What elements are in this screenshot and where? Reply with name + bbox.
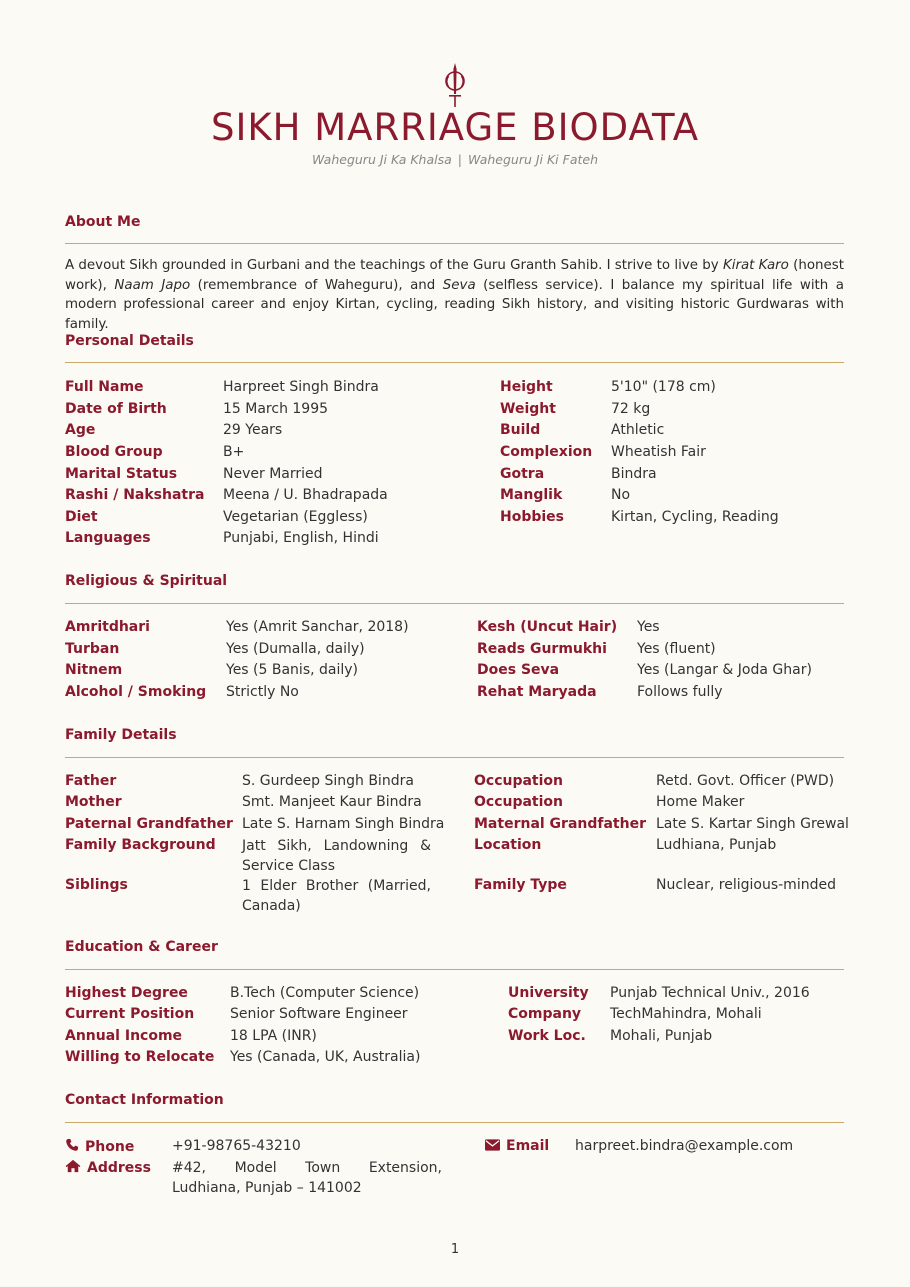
personal-value: Harpreet Singh Bindra [223, 379, 379, 395]
family-label: Father [65, 773, 117, 789]
religious-label: Rehat Maryada [477, 684, 597, 700]
khanda-icon [440, 60, 470, 108]
phone-icon [65, 1138, 79, 1152]
about-emphasis: Kirat Karo [722, 258, 789, 273]
religious-label: Turban [65, 641, 120, 657]
education-label: Company [508, 1006, 582, 1022]
address-value: #42, Model Town Extension, Ludhiana, Punjab – 141002 [172, 1160, 442, 1196]
religious-value: Follows fully [637, 684, 723, 700]
religious-value: Yes (Langar & Joda Ghar) [637, 662, 812, 678]
religious-label: Reads Gurmukhi [477, 641, 607, 657]
family-label: Occupation [474, 794, 564, 810]
education-label: Highest Degree [65, 985, 188, 1001]
personal-value: 5'10" (178 cm) [611, 379, 716, 395]
section-divider [65, 603, 844, 604]
personal-value: 72 kg [611, 401, 651, 417]
personal-value: Punjabi, English, Hindi [223, 530, 379, 546]
family-value: Nuclear, religious-minded [656, 877, 836, 893]
religious-value: Yes (fluent) [637, 641, 716, 657]
personal-label: Blood Group [65, 444, 163, 460]
section-title-religious: Religious & Spiritual [65, 573, 228, 589]
home-icon [65, 1159, 81, 1173]
personal-value: No [611, 487, 631, 503]
education-label: Willing to Relocate [65, 1049, 215, 1065]
family-label: Family Background [65, 837, 216, 853]
contact-address-label [65, 1159, 151, 1176]
education-label: Current Position [65, 1006, 195, 1022]
religious-value: Yes (Dumalla, daily) [226, 641, 365, 657]
personal-value: B+ [223, 444, 245, 460]
phone-label: Phone [85, 1139, 135, 1155]
education-value: TechMahindra, Mohali [610, 1006, 762, 1022]
religious-label: Nitnem [65, 662, 123, 678]
religious-label: Amritdhari [65, 619, 150, 635]
education-value: Punjab Technical Univ., 2016 [610, 985, 810, 1001]
family-label: Maternal Grandfather [474, 816, 646, 832]
personal-label: Height [500, 379, 553, 395]
personal-label: Manglik [500, 487, 563, 503]
religious-value: Yes (Amrit Sanchar, 2018) [226, 619, 409, 635]
about-emphasis: Seva [442, 277, 476, 293]
family-value: Late S. Kartar Singh Grewal [656, 816, 849, 832]
personal-value: Never Married [223, 466, 323, 482]
contact-email-label [485, 1138, 549, 1154]
about-text: A devout Sikh grounded in Gurbani and the teachings of the Guru Granth Sahib. I strive to live by [65, 258, 723, 273]
personal-value: Wheatish Fair [611, 444, 706, 460]
education-label: University [508, 985, 589, 1001]
family-value: Late S. Harnam Singh Bindra [242, 816, 445, 832]
personal-value: Bindra [611, 466, 657, 482]
email-value[interactable]: harpreet.bindra@example.com [575, 1138, 794, 1154]
personal-label: Diet [65, 509, 98, 525]
contact-phone-label [65, 1138, 134, 1155]
email-label: Email [506, 1138, 550, 1154]
education-label: Annual Income [65, 1028, 183, 1044]
family-value: S. Gurdeep Singh Bindra [242, 773, 414, 789]
personal-label: Full Name [65, 379, 144, 395]
section-title-personal: Personal Details [65, 333, 194, 349]
family-value: Smt. Manjeet Kaur Bindra [242, 794, 422, 810]
family-label: Family Type [474, 877, 567, 893]
about-text: (remembrance of Waheguru), and [190, 277, 443, 293]
page-number: 1 [450, 1242, 460, 1257]
personal-label: Gotra [500, 466, 545, 482]
section-divider [65, 1122, 844, 1123]
address-label: Address [87, 1160, 151, 1176]
personal-label: Weight [500, 401, 556, 417]
education-value: B.Tech (Computer Science) [230, 985, 420, 1001]
education-value: 18 LPA (INR) [230, 1028, 317, 1044]
religious-label: Does Seva [477, 662, 560, 678]
section-title-education: Education & Career [65, 939, 218, 955]
religious-value: Yes (5 Banis, daily) [226, 662, 359, 678]
about-paragraph [65, 256, 844, 334]
about-text: (honest work), [65, 258, 844, 293]
personal-value: Meena / U. Bhadrapada [223, 487, 388, 503]
personal-value: Vegetarian (Eggless) [223, 509, 368, 525]
personal-label: Complexion [500, 444, 593, 460]
section-title-family: Family Details [65, 727, 177, 743]
phone-value: +91-98765-43210 [172, 1138, 301, 1154]
section-divider [65, 969, 844, 970]
family-value: 1 Elder Brother (Married, Canada) [242, 878, 431, 914]
family-label: Siblings [65, 877, 128, 893]
personal-value: Kirtan, Cycling, Reading [611, 509, 779, 525]
family-value: Home Maker [656, 794, 745, 810]
family-value: Jatt Sikh, Landowning & Service Class [242, 838, 431, 874]
subtitle-greeting-1: Waheguru Ji Ka Khalsa [312, 152, 452, 167]
envelope-icon [485, 1139, 500, 1151]
personal-label: Age [65, 422, 96, 438]
education-label: Work Loc. [508, 1028, 586, 1044]
family-label: Location [474, 837, 542, 853]
family-label: Occupation [474, 773, 564, 789]
personal-label: Date of Birth [65, 401, 167, 417]
education-value: Senior Software Engineer [230, 1006, 408, 1022]
personal-label: Hobbies [500, 509, 565, 525]
religious-value: Yes [637, 619, 660, 635]
personal-label: Marital Status [65, 466, 178, 482]
personal-label: Build [500, 422, 541, 438]
personal-label: Languages [65, 530, 151, 546]
about-emphasis: Naam Japo [114, 277, 191, 293]
family-value: Ludhiana, Punjab [656, 837, 777, 853]
subtitle-separator: | [457, 152, 463, 167]
page-subtitle [0, 152, 910, 167]
section-divider [65, 757, 844, 758]
about-text: (selfless service). I balance my spiritual life with a modern professional career and enjoy Kirtan, cycling, reading Sikh history, and visiting historic Gurdwaras with family. [65, 277, 844, 332]
education-value: Yes (Canada, UK, Australia) [230, 1049, 421, 1065]
subtitle-greeting-2: Waheguru Ji Ki Fateh [468, 152, 598, 167]
section-divider [65, 243, 844, 244]
section-divider [65, 362, 844, 363]
section-title-contact: Contact Information [65, 1092, 224, 1108]
personal-value: 15 March 1995 [223, 401, 329, 417]
page-title: SIKH MARRIAGE BIODATA [210, 106, 700, 149]
family-label: Paternal Grandfather [65, 816, 233, 832]
religious-value: Strictly No [226, 684, 299, 700]
personal-value: 29 Years [223, 422, 283, 438]
family-value: Retd. Govt. Officer (PWD) [656, 773, 835, 789]
family-label: Mother [65, 794, 122, 810]
section-title-about: About Me [65, 214, 141, 230]
religious-label: Alcohol / Smoking [65, 684, 207, 700]
personal-label: Rashi / Nakshatra [65, 487, 205, 503]
religious-label: Kesh (Uncut Hair) [477, 619, 618, 635]
personal-value: Athletic [611, 422, 665, 438]
education-value: Mohali, Punjab [610, 1028, 713, 1044]
